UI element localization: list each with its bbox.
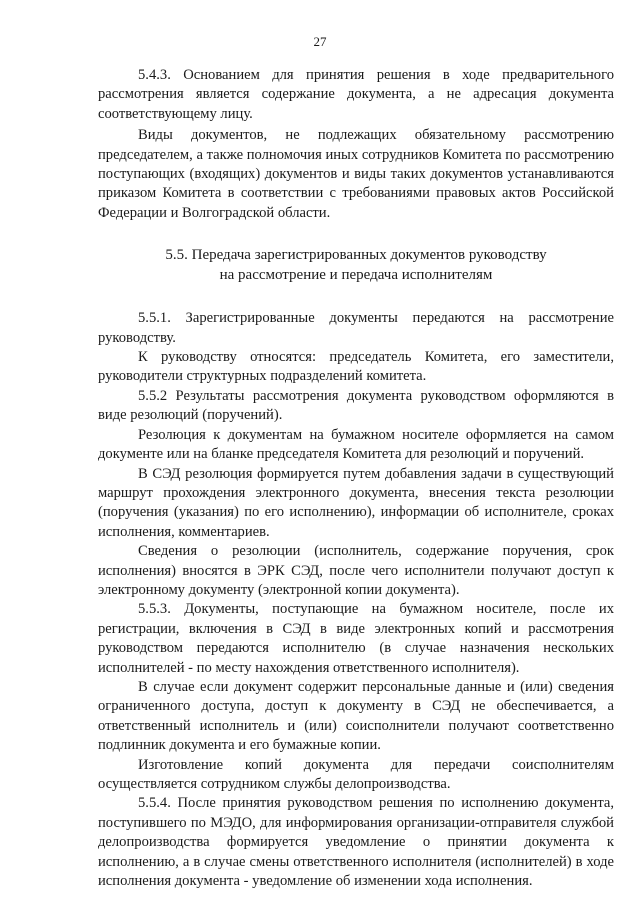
paragraph-5-5-4: 5.5.4. После принятия руководством решения по исполнению документа, поступившего по МЭДО, для информирования организации-отправителя службой делопроизводства формируется уведомление о принятии документа к исполнению, а в случае смены ответственного исполнителя (исполнителей) в ходе исполнения документа - уведомление об изменении хода исполнения. [98, 795, 614, 890]
paragraph-5-5-2: 5.5.2 Результаты рассмотрения документа руководством оформляются в виде резолюций (поручений). [98, 387, 614, 424]
paragraph-copies: Изготовление копий документа для передачи соисполнителям осуществляется сотрудником службы делопроизводства. [98, 756, 614, 792]
page-number: 27 [313, 34, 327, 49]
paragraph-restricted-access: В случае если документ содержит персональные данные и (или) сведения ограниченного доступа, доступ к документу в СЭД не обеспечивается, а ответственный исполнитель и (или) соисполнители получают соответственно подлинник документа и его бумажные копии. [98, 678, 614, 754]
section-title-line-1: 5.5. Передача зарегистрированных документов руководству [165, 247, 547, 264]
paragraph-5-5-3: 5.5.3. Документы, поступающие на бумажном носителе, после их регистрации, включения в СЭД в виде электронных копий и рассмотрения руководством передаются исполнителю (в случае назначения нескольких исполнителей - по месту нахождения ответственного исполнителя). [98, 601, 614, 676]
section-title-5-5 [98, 245, 614, 285]
paragraph-document-types: Виды документов, не подлежащих обязательному рассмотрению председателем, а также полномочия иных сотрудников Комитета по рассмотрению поступающих (входящих) документов и виды таких документов устанавливаются приказом Комитета в соответствии с требованиями правовых актов Российской Федерации и Волгоградской области. [98, 127, 614, 221]
paragraph-resolution-details: Сведения о резолюции (исполнитель, содержание поручения, срок исполнения) вносятся в ЭРК СЭД, после чего исполнители получают доступ к электронному документу (электронной копии документа). [98, 543, 614, 598]
section-title-line-2: на рассмотрение и передача исполнителям [219, 267, 493, 284]
paragraph-management-list: К руководству относятся: председатель Комитета, его заместители, руководители структурных подразделений комитета. [98, 349, 614, 385]
paragraph-5-4-3: 5.4.3. Основанием для принятия решения в ходе предварительного рассмотрения является содержание документа, а не адресация документа соответствующему лицу. [98, 67, 614, 122]
paragraph-paper-resolution: Резолюция к документам на бумажном носителе оформляется на самом документе или на бланке председателя Комитета для резолюций и поручений. [98, 426, 614, 463]
document-body [98, 66, 614, 891]
paragraph-sed-resolution: В СЭД резолюция формируется путем добавления задачи в существующий маршрут прохождения электронного документа, внесения текста резолюции (поручения (указания) по его исполнению), информации об исполнителе, сроках исполнения, комментариев. [98, 465, 614, 540]
paragraph-5-5-1: 5.5.1. Зарегистрированные документы передаются на рассмотрение руководству. [98, 310, 614, 346]
